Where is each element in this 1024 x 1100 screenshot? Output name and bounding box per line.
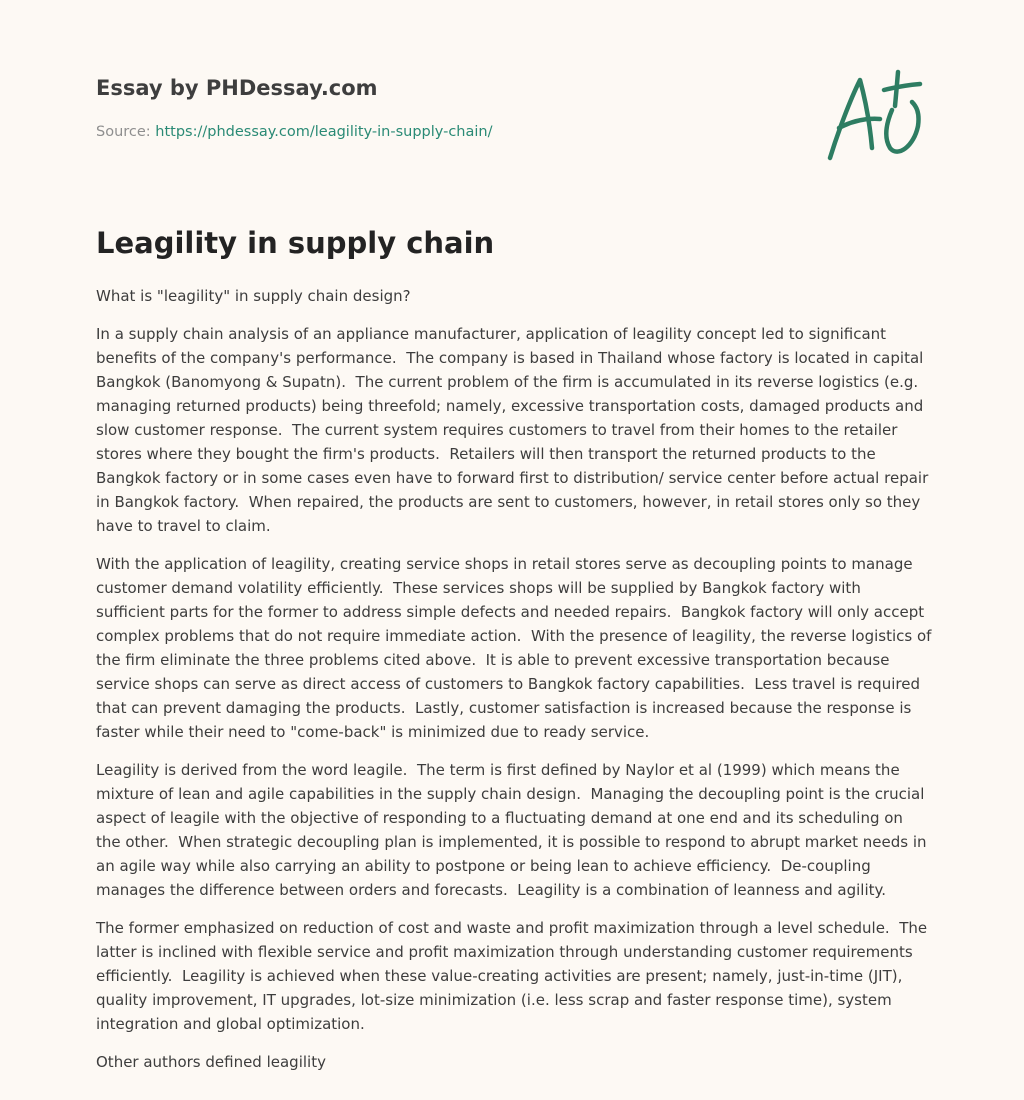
paragraph: The former emphasized on reduction of cost and waste and profit maximization through a level schedule. The latter is inclined with flexible service and profit maximization through understanding customer requirements efficiently. Leagility is achieved when these value-creating activities are present; namely, just-in-time (JIT), quality improvement, IT upgrades, lot-size minimization (i.e. less scrap and faster response time), system integration and global optimization. (96, 919, 932, 1033)
source-label: Source: (96, 124, 151, 140)
brand-name: Essay by PHDessay.com (96, 76, 378, 100)
page-title: Leagility in supply chain (96, 226, 495, 260)
article-body (96, 284, 937, 1088)
paragraph: With the application of leagility, creating service shops in retail stores serve as decoupling points to manage customer demand volatility efficiently. These services shops will be supplied by Bangkok factory with sufficient parts for the former to address simple defects and needed repairs. Bangkok factory will only accept complex problems that do not require immediate action. With the presence of leagility, the reverse logistics of the firm eliminate the three problems cited above. It is able to prevent excessive transportation because service shops can serve as direct access of customers to Bangkok factory capabilities. Less travel is required that can prevent damaging the products. Lastly, customer satisfaction is increased because the response is faster while their need to "come-back" is minimized due to ready service. (96, 555, 937, 741)
a-plus-logo-icon (822, 66, 926, 166)
paragraph: Leagility is derived from the word leagile. The term is first defined by Naylor et al (1999) which means the mixture of lean and agile capabilities in the supply chain design. Managing the decoupling point is the crucial aspect of leagile with the objective of responding to a fluctuating demand at one end and its scheduling on the other. When strategic decoupling plan is implemented, it is possible to respond to abrupt market needs in an agile way while also carrying an ability to postpone or being lean to achieve efficiency. De-coupling manages the difference between orders and forecasts. Leagility is a combination of leanness and agility. (96, 761, 932, 899)
paragraph: Other authors defined leagility (96, 1053, 326, 1071)
source-line (96, 124, 492, 140)
paragraph: In a supply chain analysis of an appliance manufacturer, application of leagility concept led to significant benefits of the company's performance. The company is based in Thailand whose factory is located in capital Bangkok (Banomyong & Supatn). The current problem of the firm is accumulated in its reverse logistics (e.g. managing returned products) being threefold; namely, excessive transportation costs, damaged products and slow customer response. The current system requires customers to travel from their homes to the retailer stores where they bought the firm's products. Retailers will then transport the returned products to the Bangkok factory or in some cases even have to forward first to distribution/ service center before actual repair in Bangkok factory. When repaired, the products are sent to customers, however, in retail stores only so they have to travel to claim. (96, 325, 934, 535)
paragraph: What is "leagility" in supply chain design? (96, 287, 411, 305)
source-link[interactable]: https://phdessay.com/leagility-in-supply-chain/ (155, 124, 493, 140)
